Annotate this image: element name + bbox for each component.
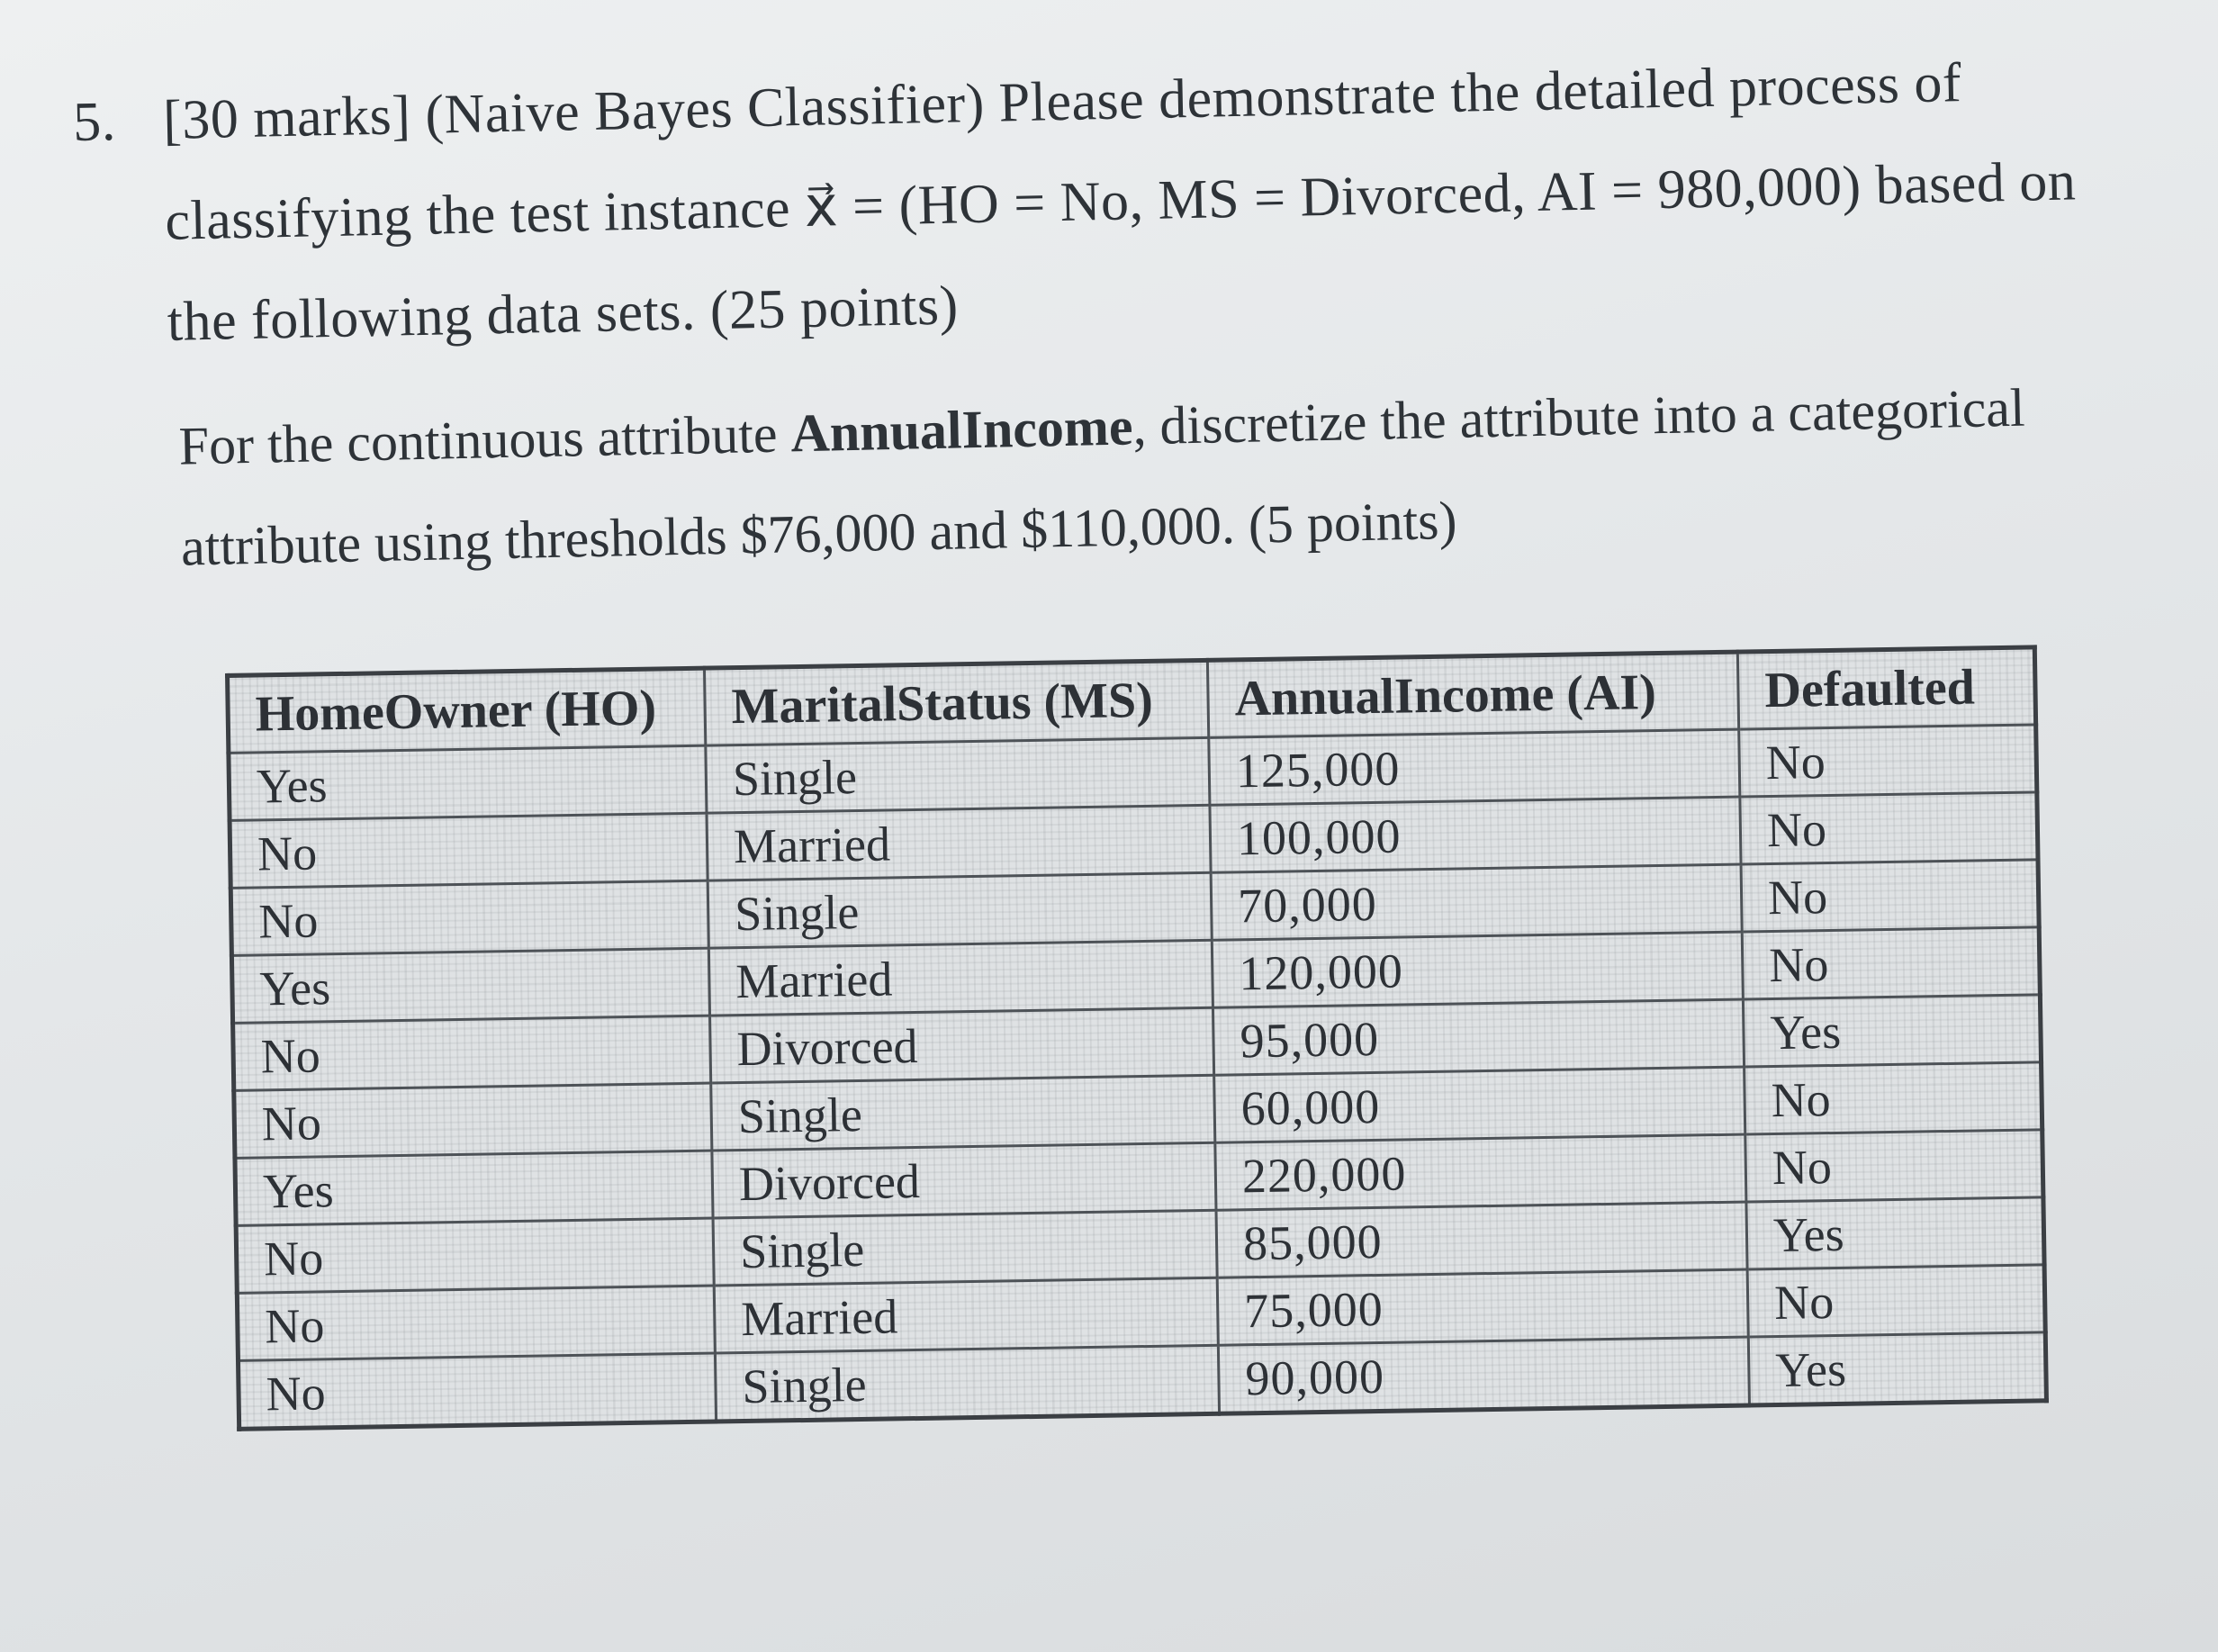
question-text-line-1: [30 marks] (Naive Bayes Classifier) Please demonstrate the detailed process of bbox=[162, 52, 1962, 151]
dataset-table bbox=[225, 645, 2049, 1431]
cell-marital-status: Single bbox=[715, 1345, 1219, 1422]
cell-marital-status: Single bbox=[706, 737, 1210, 813]
cell-annual-income: 75,000 bbox=[1217, 1269, 1748, 1345]
cell-defaulted: No bbox=[1742, 927, 2040, 999]
cell-marital-status: Single bbox=[711, 1075, 1215, 1151]
cell-homeowner: Yes bbox=[229, 745, 707, 820]
cell-defaulted: No bbox=[1747, 1265, 2045, 1337]
instruction-attribute-name: AnnualIncome bbox=[789, 396, 1134, 464]
cell-defaulted: No bbox=[1745, 1062, 2042, 1134]
instruction-text-before: For the continuous attribute bbox=[178, 403, 792, 476]
question-number: 5. bbox=[72, 91, 117, 153]
header-annual-income: AnnualIncome (AI) bbox=[1207, 652, 1738, 737]
cell-homeowner: No bbox=[233, 1016, 711, 1090]
cell-defaulted: No bbox=[1741, 860, 2039, 932]
cell-annual-income: 220,000 bbox=[1215, 1134, 1746, 1210]
cell-annual-income: 60,000 bbox=[1214, 1067, 1745, 1142]
cell-annual-income: 70,000 bbox=[1211, 864, 1742, 940]
cell-annual-income: 85,000 bbox=[1216, 1202, 1747, 1277]
cell-marital-status: Married bbox=[708, 940, 1213, 1016]
cell-homeowner: Yes bbox=[235, 1151, 713, 1225]
discretization-instruction bbox=[79, 355, 2153, 600]
question-block bbox=[72, 29, 2153, 600]
cell-marital-status: Single bbox=[708, 872, 1212, 948]
cell-annual-income: 95,000 bbox=[1213, 999, 1744, 1075]
cell-marital-status: Married bbox=[714, 1277, 1218, 1353]
cell-defaulted: Yes bbox=[1746, 1197, 2044, 1269]
cell-marital-status: Single bbox=[713, 1210, 1217, 1286]
cell-homeowner: No bbox=[238, 1353, 716, 1429]
header-defaulted: Defaulted bbox=[1737, 647, 2035, 729]
header-marital-status: MaritalStatus (MS) bbox=[704, 660, 1208, 745]
cell-marital-status: Married bbox=[707, 805, 1211, 880]
cell-annual-income: 120,000 bbox=[1212, 932, 1743, 1007]
header-homeowner: HomeOwner (HO) bbox=[228, 668, 706, 753]
cell-homeowner: No bbox=[230, 813, 708, 888]
cell-homeowner: No bbox=[237, 1286, 715, 1360]
cell-annual-income: 125,000 bbox=[1209, 729, 1740, 805]
cell-defaulted: Yes bbox=[1743, 995, 2041, 1067]
instruction-line-2: attribute using thresholds $76,000 and $110,000. (5 points) bbox=[180, 490, 1458, 577]
cell-annual-income: 90,000 bbox=[1218, 1337, 1749, 1413]
cell-homeowner: No bbox=[230, 880, 708, 955]
cell-homeowner: Yes bbox=[231, 948, 709, 1023]
cell-defaulted: Yes bbox=[1748, 1332, 2046, 1405]
question-text-line-3: the following data sets. (25 points) bbox=[167, 275, 960, 353]
cell-defaulted: No bbox=[1745, 1130, 2043, 1202]
cell-defaulted: No bbox=[1739, 725, 2037, 797]
cell-homeowner: No bbox=[236, 1218, 714, 1293]
question-text-line-2: classifying the test instance x⃗ = (HO = No, MS = Divorced, AI = 980,000) based on bbox=[164, 150, 2077, 252]
cell-marital-status: Divorced bbox=[712, 1142, 1216, 1218]
instruction-text-after: , discretize the attribute into a categorical bbox=[1132, 377, 2026, 456]
cell-defaulted: No bbox=[1740, 792, 2038, 864]
cell-marital-status: Divorced bbox=[710, 1007, 1214, 1083]
cell-homeowner: No bbox=[234, 1083, 712, 1158]
cell-annual-income: 100,000 bbox=[1210, 797, 1741, 872]
